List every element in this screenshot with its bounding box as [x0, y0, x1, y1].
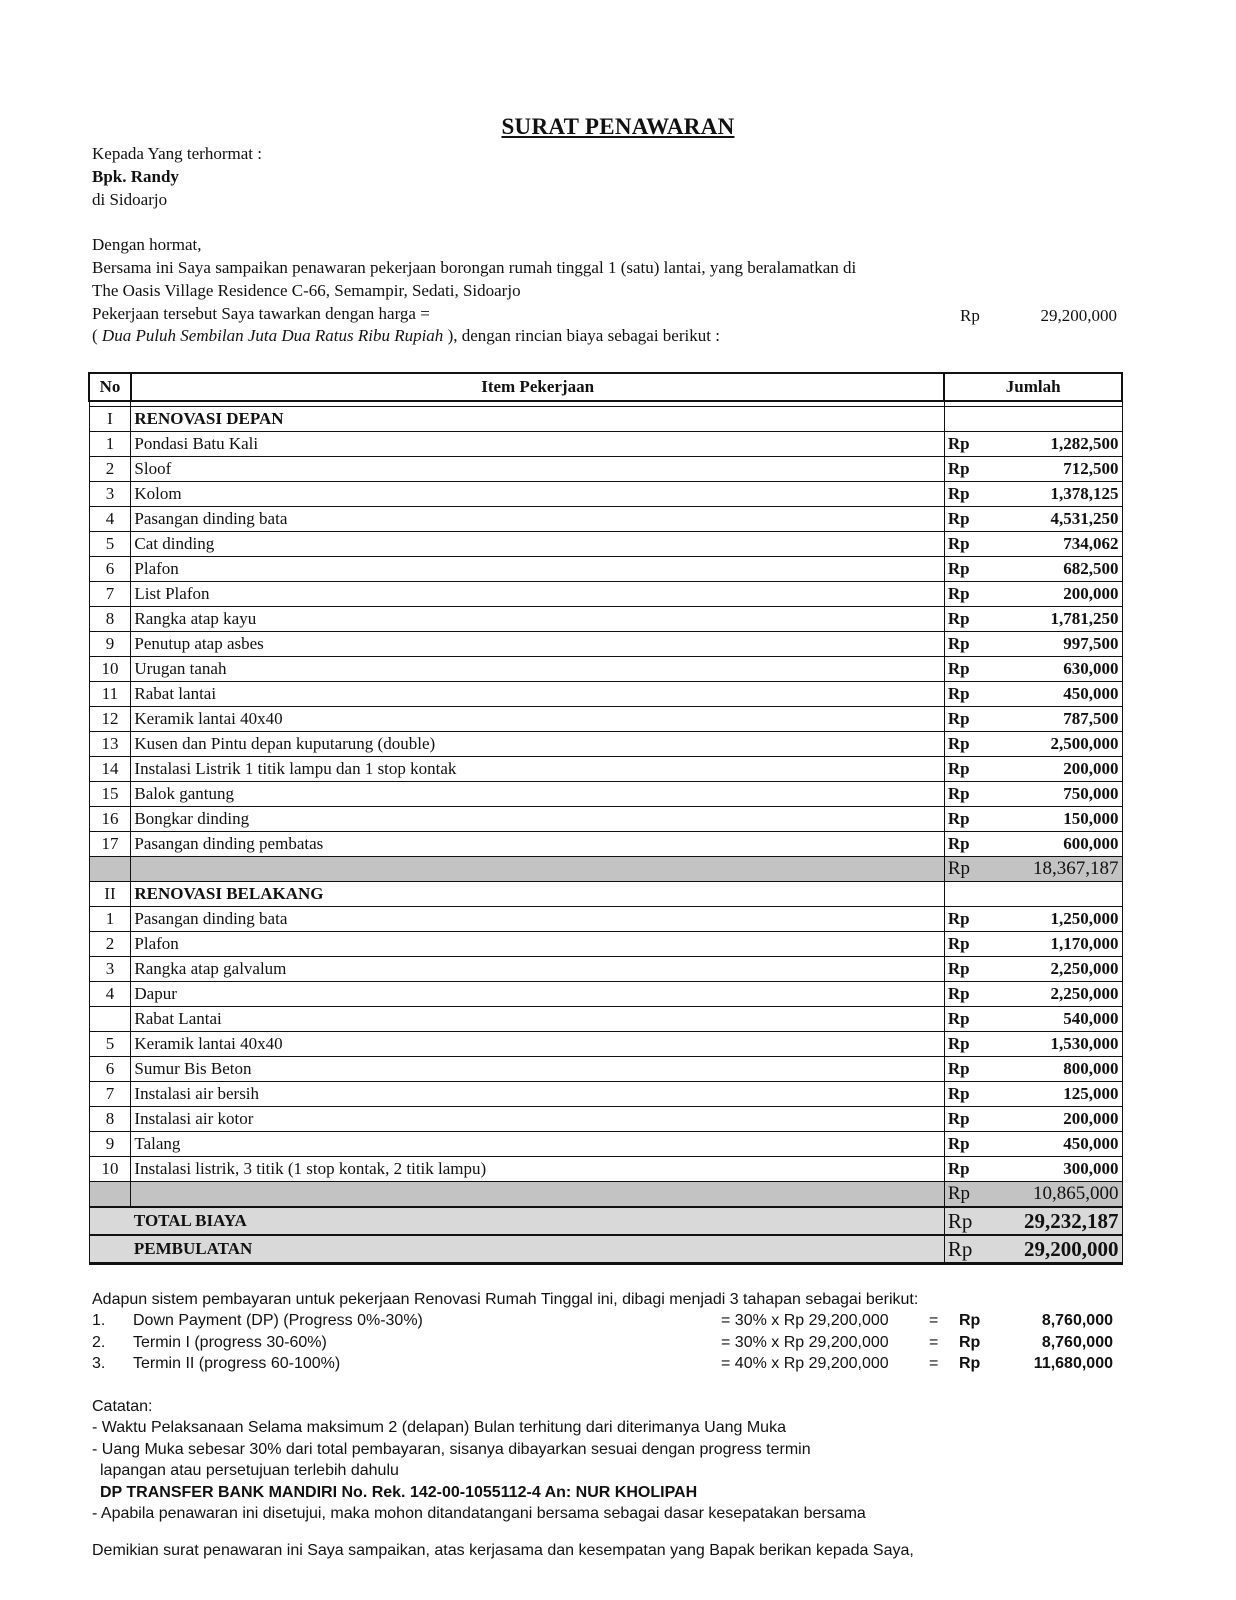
row-amount: [944, 732, 1122, 757]
row-amount-inner: [948, 1033, 1119, 1055]
amount-value: 200,000: [1063, 1109, 1119, 1128]
row-number: 12: [89, 707, 131, 732]
section-row: [89, 407, 1122, 432]
subtotal-amount-inner: [948, 858, 1119, 880]
amount-value: 600,000: [1063, 834, 1119, 853]
price-in-words: [92, 326, 720, 346]
header-amount: Jumlah: [944, 373, 1122, 401]
row-amount-inner: [948, 683, 1119, 705]
row-amount: [944, 1007, 1122, 1032]
row-amount: [944, 632, 1122, 657]
stage-formula: = 30% x Rp 29,200,000: [721, 1334, 889, 1351]
amount-value: 200,000: [1063, 759, 1119, 778]
offer-price-value: 29,200,000: [1040, 306, 1117, 325]
row-number: 9: [89, 632, 131, 657]
stage-formula: = 40% x Rp 29,200,000: [721, 1355, 889, 1372]
subtotal-amount: [944, 857, 1122, 882]
currency-label: Rp: [947, 584, 970, 603]
currency-label: Rp: [947, 509, 970, 528]
amount-value: 1,250,000: [1050, 909, 1119, 928]
document-title: SURAT PENAWARAN: [501, 114, 735, 139]
row-item: Bongkar dinding: [131, 807, 944, 832]
row-amount: [944, 707, 1122, 732]
row-amount-inner: [948, 433, 1119, 455]
row-amount-inner: [948, 1133, 1119, 1155]
amount-value: 1,282,500: [1050, 434, 1119, 453]
table-row: [89, 1007, 1122, 1032]
currency-label: Rp: [947, 434, 970, 453]
row-item: Rangka atap kayu: [131, 607, 944, 632]
currency-label: Rp: [947, 759, 970, 778]
table-row: [89, 582, 1122, 607]
subtotal-no-empty: [89, 857, 131, 882]
stage-amount: 8,760,000: [1041, 1334, 1113, 1351]
row-amount: [944, 757, 1122, 782]
table-row: [89, 782, 1122, 807]
row-number: 6: [89, 557, 131, 582]
row-amount: [944, 582, 1122, 607]
stage-currency: Rp: [959, 1334, 981, 1351]
row-amount: [944, 1082, 1122, 1107]
rounding-row-amount: [944, 1235, 1122, 1264]
currency-label: Rp: [947, 809, 970, 828]
row-amount-inner: [948, 808, 1119, 830]
row-number: 5: [89, 1032, 131, 1057]
currency-label: Rp: [947, 959, 970, 978]
stage-equals: =: [929, 1355, 939, 1372]
row-amount-inner: [948, 608, 1119, 630]
amount-value: 450,000: [1063, 1134, 1119, 1153]
table-header-row: [89, 373, 1122, 401]
total-row-no-empty: [89, 1207, 131, 1235]
payment-stage-row: [92, 1355, 1113, 1375]
table-row: [89, 1057, 1122, 1082]
row-amount: [944, 807, 1122, 832]
row-item: Pasangan dinding pembatas: [131, 832, 944, 857]
row-item: Rangka atap galvalum: [131, 957, 944, 982]
row-amount-inner: [948, 483, 1119, 505]
currency-label: Rp: [947, 1034, 970, 1053]
table-row: [89, 957, 1122, 982]
row-item: Urugan tanah: [131, 657, 944, 682]
table-row: [89, 1132, 1122, 1157]
row-amount: [944, 457, 1122, 482]
row-item: Pasangan dinding bata: [131, 507, 944, 532]
row-number: 8: [89, 607, 131, 632]
amount-value: 1,170,000: [1050, 934, 1119, 953]
row-amount: [944, 1057, 1122, 1082]
total-row-amount: [944, 1207, 1122, 1235]
row-item: Rabat lantai: [131, 682, 944, 707]
row-number: 15: [89, 782, 131, 807]
table-row: [89, 507, 1122, 532]
subtotal-row: [89, 857, 1122, 882]
row-number: 1: [89, 432, 131, 457]
currency-label: Rp: [947, 559, 970, 578]
row-item: Sumur Bis Beton: [131, 1057, 944, 1082]
currency-label: Rp: [947, 1109, 970, 1128]
section-amount-empty: [944, 407, 1122, 432]
row-amount: [944, 1157, 1122, 1182]
stage-label: Termin I (progress 30-60%): [133, 1334, 327, 1351]
note-line-2: - Uang Muka sebesar 30% dari total pembayaran, sisanya dibayarkan sesuai dengan progress termin: [92, 1441, 811, 1458]
amount-value: 750,000: [1063, 784, 1119, 803]
row-item: Plafon: [131, 557, 944, 582]
row-amount-inner: [948, 583, 1119, 605]
currency-label: Rp: [947, 984, 970, 1003]
total-row: [89, 1207, 1122, 1235]
row-amount-inner: [948, 1008, 1119, 1030]
table-row: [89, 1082, 1122, 1107]
row-item: Dapur: [131, 982, 944, 1007]
offer-price-currency: Rp: [960, 306, 980, 325]
amount-value: 450,000: [1063, 684, 1119, 703]
row-number: 6: [89, 1057, 131, 1082]
row-item: Pondasi Batu Kali: [131, 432, 944, 457]
table-row: [89, 907, 1122, 932]
row-amount-inner: [948, 908, 1119, 930]
note-line-5: - Apabila penawaran ini disetujui, maka mohon ditandatangani bersama sebagai dasar kesepatakan bersama: [92, 1505, 866, 1522]
currency-label: Rp: [947, 534, 970, 553]
row-amount-inner: [948, 1058, 1119, 1080]
stage-label: Termin II (progress 60-100%): [133, 1355, 341, 1372]
amount-value: 29,200,000: [1024, 1237, 1119, 1261]
currency-label: Rp: [947, 659, 970, 678]
price-words-italic: Dua Puluh Sembilan Juta Dua Ratus Ribu Rupiah: [101, 326, 444, 345]
amount-value: 10,865,000: [1033, 1183, 1119, 1204]
stage-currency: Rp: [959, 1355, 981, 1372]
row-item: Talang: [131, 1132, 944, 1157]
row-item: Instalasi air bersih: [131, 1082, 944, 1107]
row-amount: [944, 957, 1122, 982]
row-amount-inner: [948, 658, 1119, 680]
section-title: RENOVASI DEPAN: [131, 407, 944, 432]
amount-value: 682,500: [1063, 559, 1119, 578]
row-amount: [944, 482, 1122, 507]
row-amount: [944, 557, 1122, 582]
row-number: 7: [89, 582, 131, 607]
amount-value: 2,250,000: [1050, 959, 1119, 978]
row-amount-inner: [948, 983, 1119, 1005]
rounding-row-label: PEMBULATAN: [131, 1235, 944, 1264]
currency-label: Rp: [947, 684, 970, 703]
recipient-name: Bpk. Randy: [92, 167, 179, 186]
row-item: Instalasi Listrik 1 titik lampu dan 1 stop kontak: [131, 757, 944, 782]
row-amount-inner: [948, 758, 1119, 780]
section-row: [89, 882, 1122, 907]
table-row: [89, 932, 1122, 957]
row-amount: [944, 532, 1122, 557]
row-item: Cat dinding: [131, 532, 944, 557]
row-number: 16: [89, 807, 131, 832]
row-number: 8: [89, 1107, 131, 1132]
currency-label: Rp: [947, 1209, 973, 1233]
row-item: Instalasi air kotor: [131, 1107, 944, 1132]
row-amount: [944, 1107, 1122, 1132]
row-amount-inner: [948, 458, 1119, 480]
row-amount-inner: [948, 1158, 1119, 1180]
table-row: [89, 757, 1122, 782]
currency-label: Rp: [947, 1159, 970, 1178]
amount-value: 29,232,187: [1024, 1209, 1119, 1233]
table-row: [89, 682, 1122, 707]
table-row: [89, 982, 1122, 1007]
rounding-row-amount-inner: [948, 1238, 1119, 1260]
row-item: List Plafon: [131, 582, 944, 607]
salutation: Dengan hormat,: [92, 235, 202, 254]
amount-value: 125,000: [1063, 1084, 1119, 1103]
rounding-row-no-empty: [89, 1235, 131, 1264]
stage-amount: 8,760,000: [1041, 1312, 1113, 1329]
closing-text: Demikian surat penawaran ini Saya sampaikan, atas kerjasama dan kesempatan yang Bapak berikan kepada Saya,: [92, 1542, 914, 1559]
table-row: [89, 432, 1122, 457]
row-amount-inner: [948, 1108, 1119, 1130]
price-words-rest: ), dengan rincian biaya sebagai berikut :: [443, 326, 720, 345]
row-amount-inner: [948, 533, 1119, 555]
table-row: [89, 482, 1122, 507]
row-amount: [944, 1032, 1122, 1057]
amount-value: 1,530,000: [1050, 1034, 1119, 1053]
row-item: Kusen dan Pintu depan kuputarung (double): [131, 732, 944, 757]
table-row: [89, 607, 1122, 632]
amount-value: 2,500,000: [1050, 734, 1119, 753]
currency-label: Rp: [947, 1237, 973, 1261]
section-title: RENOVASI BELAKANG: [131, 882, 944, 907]
greeting-to: Kepada Yang terhormat :: [92, 144, 262, 163]
currency-label: Rp: [947, 934, 970, 953]
currency-label: Rp: [947, 1059, 970, 1078]
row-item: Keramik lantai 40x40: [131, 1032, 944, 1057]
row-number: 17: [89, 832, 131, 857]
row-number: 10: [89, 1157, 131, 1182]
intro-line-2: The Oasis Village Residence C-66, Semampir, Sedati, Sidoarjo: [92, 281, 521, 300]
row-number: [89, 1007, 131, 1032]
currency-label: Rp: [947, 709, 970, 728]
row-item: Sloof: [131, 457, 944, 482]
intro-line-3: Pekerjaan tersebut Saya tawarkan dengan harga =: [92, 304, 430, 323]
row-number: 4: [89, 507, 131, 532]
row-amount-inner: [948, 633, 1119, 655]
stage-number: 1.: [92, 1312, 106, 1329]
stage-label: Down Payment (DP) (Progress 0%-30%): [133, 1312, 423, 1329]
table-row: [89, 1107, 1122, 1132]
price-words-open: (: [92, 326, 102, 345]
amount-value: 630,000: [1063, 659, 1119, 678]
currency-label: Rp: [947, 734, 970, 753]
subtotal-item-empty: [131, 1182, 944, 1208]
row-amount: [944, 782, 1122, 807]
currency-label: Rp: [947, 1183, 971, 1204]
currency-label: Rp: [947, 484, 970, 503]
row-amount-inner: [948, 958, 1119, 980]
amount-value: 540,000: [1063, 1009, 1119, 1028]
stage-number: 3.: [92, 1355, 106, 1372]
table-row: [89, 707, 1122, 732]
table-row: [89, 1157, 1122, 1182]
subtotal-row: [89, 1182, 1122, 1208]
currency-label: Rp: [947, 634, 970, 653]
row-item: Kolom: [131, 482, 944, 507]
section-number: I: [89, 407, 131, 432]
row-number: 1: [89, 907, 131, 932]
row-item: Penutup atap asbes: [131, 632, 944, 657]
row-number: 3: [89, 957, 131, 982]
currency-label: Rp: [947, 1084, 970, 1103]
payment-stage-row: [92, 1312, 1113, 1332]
row-amount: [944, 682, 1122, 707]
row-number: 2: [89, 457, 131, 482]
row-amount-inner: [948, 1083, 1119, 1105]
table-row: [89, 457, 1122, 482]
row-number: 2: [89, 932, 131, 957]
table-row: [89, 832, 1122, 857]
currency-label: Rp: [947, 609, 970, 628]
stage-equals: =: [929, 1334, 939, 1351]
amount-value: 150,000: [1063, 809, 1119, 828]
table-row: [89, 807, 1122, 832]
row-number: 5: [89, 532, 131, 557]
row-amount-inner: [948, 833, 1119, 855]
section-number: II: [89, 882, 131, 907]
payment-intro: Adapun sistem pembayaran untuk pekerjaan Renovasi Rumah Tinggal ini, dibagi menjadi 3 tahapan sebagai berikut:: [92, 1291, 919, 1308]
amount-value: 1,378,125: [1050, 484, 1119, 503]
row-amount-inner: [948, 708, 1119, 730]
table-row: [89, 532, 1122, 557]
amount-value: 18,367,187: [1033, 858, 1119, 879]
note-line-1: - Waktu Pelaksanaan Selama maksimum 2 (delapan) Bulan terhitung dari diterimanya Uang Muka: [92, 1419, 786, 1436]
row-number: 9: [89, 1132, 131, 1157]
stage-equals: =: [929, 1312, 939, 1329]
row-amount-inner: [948, 508, 1119, 530]
currency-label: Rp: [947, 909, 970, 928]
subtotal-amount: [944, 1182, 1122, 1208]
amount-value: 300,000: [1063, 1159, 1119, 1178]
currency-label: Rp: [947, 1134, 970, 1153]
currency-label: Rp: [947, 1009, 970, 1028]
currency-label: Rp: [947, 459, 970, 478]
note-line-3: lapangan atau persetujuan terlebih dahulu: [100, 1462, 399, 1479]
amount-value: 4,531,250: [1050, 509, 1119, 528]
row-item: Balok gantung: [131, 782, 944, 807]
row-item: Plafon: [131, 932, 944, 957]
table-row: [89, 657, 1122, 682]
stage-currency: Rp: [959, 1312, 981, 1329]
header-no: No: [89, 373, 131, 401]
row-item: Rabat Lantai: [131, 1007, 944, 1032]
currency-label: Rp: [947, 858, 971, 879]
note-bank-transfer: DP TRANSFER BANK MANDIRI No. Rek. 142-00-1055112-4 An: NUR KHOLIPAH: [100, 1484, 698, 1501]
row-number: 4: [89, 982, 131, 1007]
row-number: 14: [89, 757, 131, 782]
table-row: [89, 732, 1122, 757]
row-number: 11: [89, 682, 131, 707]
amount-value: 800,000: [1063, 1059, 1119, 1078]
rounding-row: [89, 1235, 1122, 1264]
total-row-amount-inner: [948, 1210, 1119, 1232]
amount-value: 734,062: [1063, 534, 1119, 553]
row-amount-inner: [948, 733, 1119, 755]
amount-value: 1,781,250: [1050, 609, 1119, 628]
recipient-location: di Sidoarjo: [92, 190, 168, 209]
total-row-label: TOTAL BIAYA: [131, 1207, 944, 1235]
stage-amount: 11,680,000: [1033, 1355, 1113, 1372]
row-amount-inner: [948, 933, 1119, 955]
cost-breakdown-table: [88, 372, 1123, 1265]
row-amount: [944, 982, 1122, 1007]
table-row: [89, 557, 1122, 582]
subtotal-no-empty: [89, 1182, 131, 1208]
row-item: Keramik lantai 40x40: [131, 707, 944, 732]
intro-line-1: Bersama ini Saya sampaikan penawaran pekerjaan borongan rumah tinggal 1 (satu) lantai, yang beralamatkan di: [92, 258, 857, 277]
section-amount-empty: [944, 882, 1122, 907]
amount-value: 712,500: [1063, 459, 1119, 478]
row-number: 10: [89, 657, 131, 682]
row-amount-inner: [948, 558, 1119, 580]
currency-label: Rp: [947, 834, 970, 853]
row-amount: [944, 1132, 1122, 1157]
amount-value: 2,250,000: [1050, 984, 1119, 1003]
row-number: 3: [89, 482, 131, 507]
row-amount: [944, 607, 1122, 632]
row-amount: [944, 657, 1122, 682]
row-amount-inner: [948, 783, 1119, 805]
notes-heading: Catatan:: [92, 1398, 153, 1415]
amount-value: 200,000: [1063, 584, 1119, 603]
subtotal-item-empty: [131, 857, 944, 882]
row-amount: [944, 507, 1122, 532]
amount-value: 787,500: [1063, 709, 1119, 728]
stage-formula: = 30% x Rp 29,200,000: [721, 1312, 889, 1329]
row-item: Pasangan dinding bata: [131, 907, 944, 932]
header-item: Item Pekerjaan: [131, 373, 944, 401]
row-amount: [944, 932, 1122, 957]
table-row: [89, 632, 1122, 657]
table-row: [89, 1032, 1122, 1057]
subtotal-amount-inner: [948, 1183, 1119, 1205]
row-amount: [944, 832, 1122, 857]
row-amount: [944, 907, 1122, 932]
stage-number: 2.: [92, 1334, 106, 1351]
row-amount: [944, 432, 1122, 457]
row-number: 7: [89, 1082, 131, 1107]
amount-value: 997,500: [1063, 634, 1119, 653]
payment-stage-row: [92, 1334, 1113, 1354]
currency-label: Rp: [947, 784, 970, 803]
row-number: 13: [89, 732, 131, 757]
row-item: Instalasi listrik, 3 titik (1 stop kontak, 2 titik lampu): [131, 1157, 944, 1182]
